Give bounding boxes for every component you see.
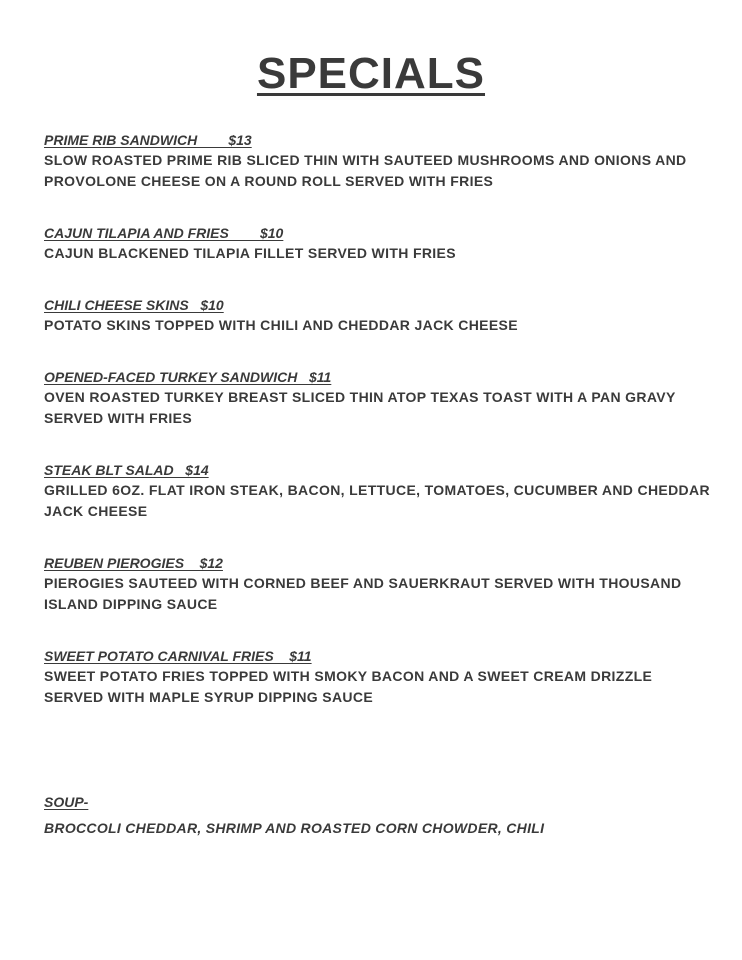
menu-item-description: OVEN ROASTED TURKEY BREAST SLICED THIN ATOP TEXAS TOAST WITH A PAN GRAVY SERVED WITH FRIES [44,389,676,426]
menu-item-description: POTATO SKINS TOPPED WITH CHILI AND CHEDDAR JACK CHEESE [44,317,518,333]
menu-item-sweet-potato-fries [44,646,714,708]
menu-item-description: SLOW ROASTED PRIME RIB SLICED THIN WITH SAUTEED MUSHROOMS AND ONIONS AND PROVOLONE CHEESE ON A ROUND ROLL SERVED WITH FRIES [44,152,687,189]
menu-item-heading: CAJUN TILAPIA AND FRIES $10 [44,225,284,241]
page-title-text: SPECIALS [256,49,486,98]
menu-item-prime-rib-sandwich [44,130,714,192]
menu-item-heading: OPENED-FACED TURKEY SANDWICH $11 [44,369,332,385]
menu-item-heading: SWEET POTATO CARNIVAL FRIES $11 [44,648,312,664]
menu-item-heading: PRIME RIB SANDWICH $13 [44,132,252,148]
page-title [0,48,742,100]
menu-item-heading: CHILI CHEESE SKINS $10 [44,297,224,313]
soup-list: BROCCOLI CHEDDAR, SHRIMP AND ROASTED CORN CHOWDER, CHILI [44,820,545,836]
menu-item-cajun-tilapia [44,223,714,264]
menu-item-chili-cheese-skins [44,295,714,336]
menu-item-steak-blt-salad [44,460,714,522]
soup-heading: SOUP- [44,794,89,810]
menu-item-turkey-sandwich [44,367,714,429]
menu-item-description: CAJUN BLACKENED TILAPIA FILLET SERVED WITH FRIES [44,245,456,261]
menu-item-description: SWEET POTATO FRIES TOPPED WITH SMOKY BACON AND A SWEET CREAM DRIZZLE SERVED WITH MAPLE SYRUP DIPPING SAUCE [44,668,653,705]
menu-item-description: GRILLED 6OZ. FLAT IRON STEAK, BACON, LETTUCE, TOMATOES, CUCUMBER AND CHEDDAR JACK CHEESE [44,482,710,519]
menu-item-reuben-pierogies [44,553,714,615]
menu-item-heading: REUBEN PIEROGIES $12 [44,555,223,571]
menu-item-description: PIEROGIES SAUTEED WITH CORNED BEEF AND SAUERKRAUT SERVED WITH THOUSAND ISLAND DIPPING SAUCE [44,575,682,612]
menu-item-heading: STEAK BLT SALAD $14 [44,462,209,478]
